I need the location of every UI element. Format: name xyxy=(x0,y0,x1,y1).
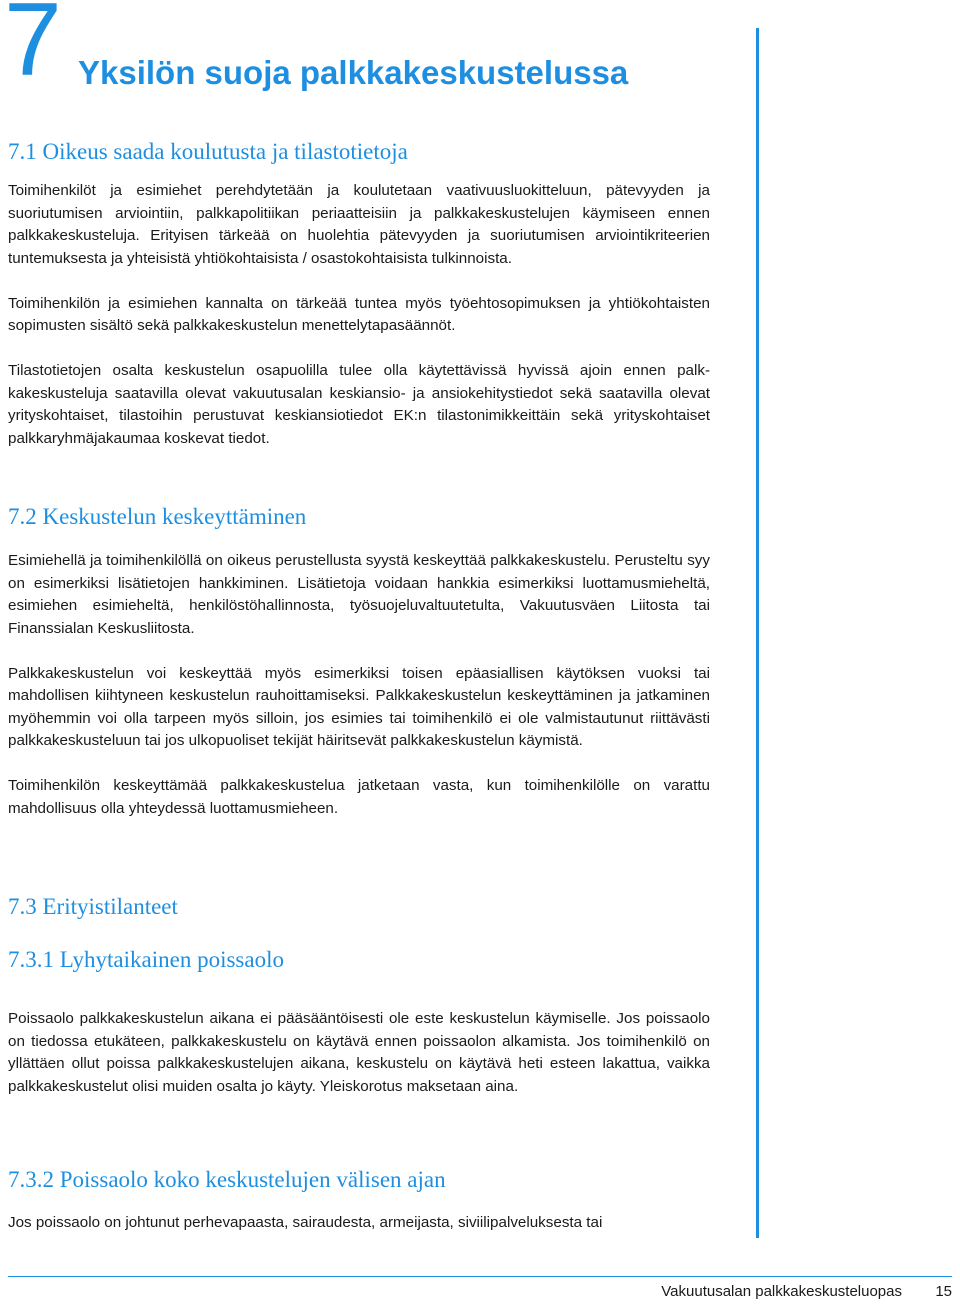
paragraph: Poissaolo palkkakeskustelun aikana ei pääsääntöisesti ole este keskustelun käymiselle. Jos poissaolo on tiedossa etukäteen, palkkakeskustelu on käytävä ennen poissaolon alkamista. Jos toimihenkilö on yllättäen ollut poissa palkkakeskustelujen aikana, keskustelu on käytävä heti esteen lakattua, vaikka palkkakeskustelut olisi muiden osalta jo käyty. Yleiskorotus maksetaan aina. xyxy=(8,1010,710,1095)
subsection-7-3-2-body xyxy=(8,1212,710,1257)
paragraph: Palkkakeskustelun voi keskeyttää myös esimerkiksi toisen epäasiallisen käytöksen vuoksi tai mahdollisen kiihtyneen keskustelun rauhoittamiseksi. Palkkakeskustelun keskeyttäminen ja jatkaminen myöhemmin voi olla tarpeen myös silloin, jos esimies tai toimihenkilö ei ole valmistautunut riittävästi palkkakeskusteluun tai jos ulkopuoliset tekijät häiritsevät palkkakeskustelun käymistä. xyxy=(8,664,710,749)
chapter-number: 7 xyxy=(4,0,58,98)
paragraph: Toimihenkilön ja esimiehen kannalta on tärkeää tuntea myös työehtosopimuksen ja yhtiökohtaisten sopimusten sisältö sekä palkkakeskustelun menettelytapasäännöt. xyxy=(8,294,710,334)
margin-rule xyxy=(756,28,759,1238)
section-heading-7-3: 7.3 Erityistilanteet xyxy=(8,894,178,919)
paragraph: Toimihenkilön keskeyttämää palkkakeskustelua jatketaan vasta, kun toimihenkilölle on varattu mahdollisuus olla yhteydessä luottamusmieheen. xyxy=(8,777,710,817)
section-heading-7-2: 7.2 Keskustelun keskeyttäminen xyxy=(8,504,307,529)
paragraph: Tilastotietojen osalta keskustelun osapuolilla tulee olla käytettävissä hyvissä ajoin ennen palkkakeskusteluja saatavilla olevat vakuutusalan keskiansio- ja ansiokehitystiedot sekä saatavilla olevat yrityskohtaiset, tilastoihin perustuvat keskiansiotiedot EK:n tilastonimikkeittäin sekä yrityskohtaiset palkkaryhmäjakaumaa koskevat tiedot. xyxy=(8,362,710,447)
footer-title: Vakuutusalan palkkakeskusteluopas xyxy=(661,1283,902,1300)
subsection-7-3-1-body xyxy=(8,1008,710,1121)
footer-rule xyxy=(8,1276,952,1277)
paragraph: Esimiehellä ja toimihenkilöllä on oikeus perustellusta syystä keskeyttää palkkakeskustelu. Perusteltu syy on esimerkiksi lisätietojen hankkiminen. Lisätietoja voidaan hankkia esimerkiksi luottamusmieheltä, esimiehen esimieheltä, henkilöstöhallinnosta, työsuojeluvaltuutetulta, Vakuutusväen Liitosta tai Finanssialan Keskusliitosta. xyxy=(8,552,710,637)
section-heading-7-1: 7.1 Oikeus saada koulutusta ja tilastotietoja xyxy=(8,139,408,164)
paragraph: Toimihenkilöt ja esimiehet perehdytetään ja koulutetaan vaativuusluokitteluun, pätevyyden ja suoriutumisen arviointiin, palkkapolitiikan periaatteisiin ja palkkakeskustelujen käymiseen ennen palkkakeskusteluja. Erityisen tärkeää on huolehtia pätevyyden ja suoriutumisen arviointikriteerien tuntemuksesta ja yhteisistä yhtiökohtaisista / osastokohtaisista tulkinnoista. xyxy=(8,182,710,267)
section-7-2-body xyxy=(8,550,710,843)
paragraph: Jos poissaolo on johtunut perhevapaasta, sairaudesta, armeijasta, siviilipalveluksesta tai xyxy=(8,1214,603,1231)
chapter-title: Yksilön suoja palkkakeskustelussa xyxy=(78,54,629,91)
subsection-heading-7-3-2: 7.3.2 Poissaolo koko keskustelujen välisen ajan xyxy=(8,1167,446,1192)
page-number: 15 xyxy=(935,1283,952,1300)
section-7-1-body xyxy=(8,180,710,473)
subsection-heading-7-3-1: 7.3.1 Lyhytaikainen poissaolo xyxy=(8,947,284,972)
